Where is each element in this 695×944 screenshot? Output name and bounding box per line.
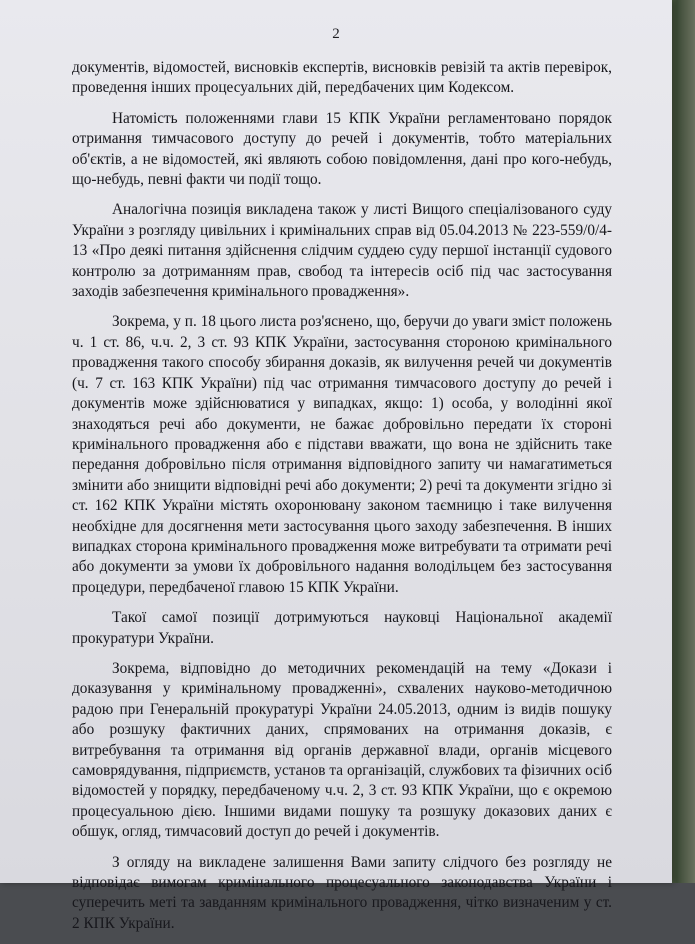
paragraph-academy-position: Такої самої позиції дотримуються науковці Національної академії прокуратури України. xyxy=(72,609,612,647)
paragraph-methodical-recommendations: Зокрема, відповідно до методичних рекомендацій на тему «Докази і доказування у кримінальному провадженні», схвалених науково-методичною радою при Генеральній прокуратурі України 24.05.2013, одним із видів пошуку або розшуку фактичних даних, спрямованих на отримання доказів, є витребування та отримання від органів державної влади, органів місцевого самоврядування, підприємств, установ та організацій, службових та фізичних осіб відомостей у порядку, передбаченому ч.ч. 2, 3 ст. 93 КПК України, що є окремою процесуальною дією. Іншими видами пошуку та розшуку доказових даних є обшук, огляд, тимчасовий доступ до речей і документів. xyxy=(72,659,612,841)
document-body xyxy=(72,58,612,944)
page-number: 2 xyxy=(332,26,340,42)
paragraph-item-18: Зокрема, у п. 18 цього листа роз'яснено, що, беручи до уваги зміст положень ч. 1 ст. 86, ч.ч. 2, 3 ст. 93 КПК України, застосування стороною кримінального провадження такого способу збирання доказів, як вилучення речей чи документів (ч. 7 ст. 163 КПК України) під час отримання тимчасового доступу до речей і документів може здійснюватися у випадках, якщо: 1) особа, у володінні якої знаходяться речі або документи, не бажає добровільно передати їх стороні кримінального провадження або є підстави вважати, що вона не здійснить таке передання добровільно після отримання відповідного запиту чи намагатиметься змінити або знищити відповідні речі або документи; 2) речі та документи згідно зі ст. 162 КПК України містять охоронювану законом таємницю і таке вилучення необхідне для досягнення мети застосування цього заходу забезпечення. В інших випадках сторона кримінального провадження може витребувати та отримати речі або документи за умови їх добровільного надання володільцем без застосування процедури, передбаченої главою 15 КПК України. xyxy=(72,313,612,596)
paragraph-continuation: документів, відомостей, висновків експертів, висновків ревізій та актів перевірок, проведення інших процесуальних дій, передбачених цим Кодексом. xyxy=(72,59,612,97)
paragraph-high-court-letter: Аналогічна позиція викладена також у листі Вищого спеціалізованого суду України з розгляду цивільних і кримінальних справ від 05.04.2013 № 223-559/0/4-13 «Про деякі питання здійснення слідчим суддею суду першої інстанції судового контролю за дотриманням прав, свобод та інтересів осіб під час застосування заходів забезпечення кримінального провадження». xyxy=(72,201,612,301)
paragraph-conclusion: З огляду на викладене залишення Вами запиту слідчого без розгляду не відповідає вимогам кримінального процесуального законодавства України і суперечить меті та завданням кримінального провадження, чітко визначеним у ст. 2 КПК України. xyxy=(72,853,612,932)
paragraph-chapter-15: Натомість положеннями глави 15 КПК України регламентовано порядок отримання тимчасового доступу до речей і документів, тобто матеріальних об'єктів, а не відомостей, які являють собою повідомлення, дані про кого-небудь, що-небудь, певні факти чи події тощо. xyxy=(72,109,612,189)
